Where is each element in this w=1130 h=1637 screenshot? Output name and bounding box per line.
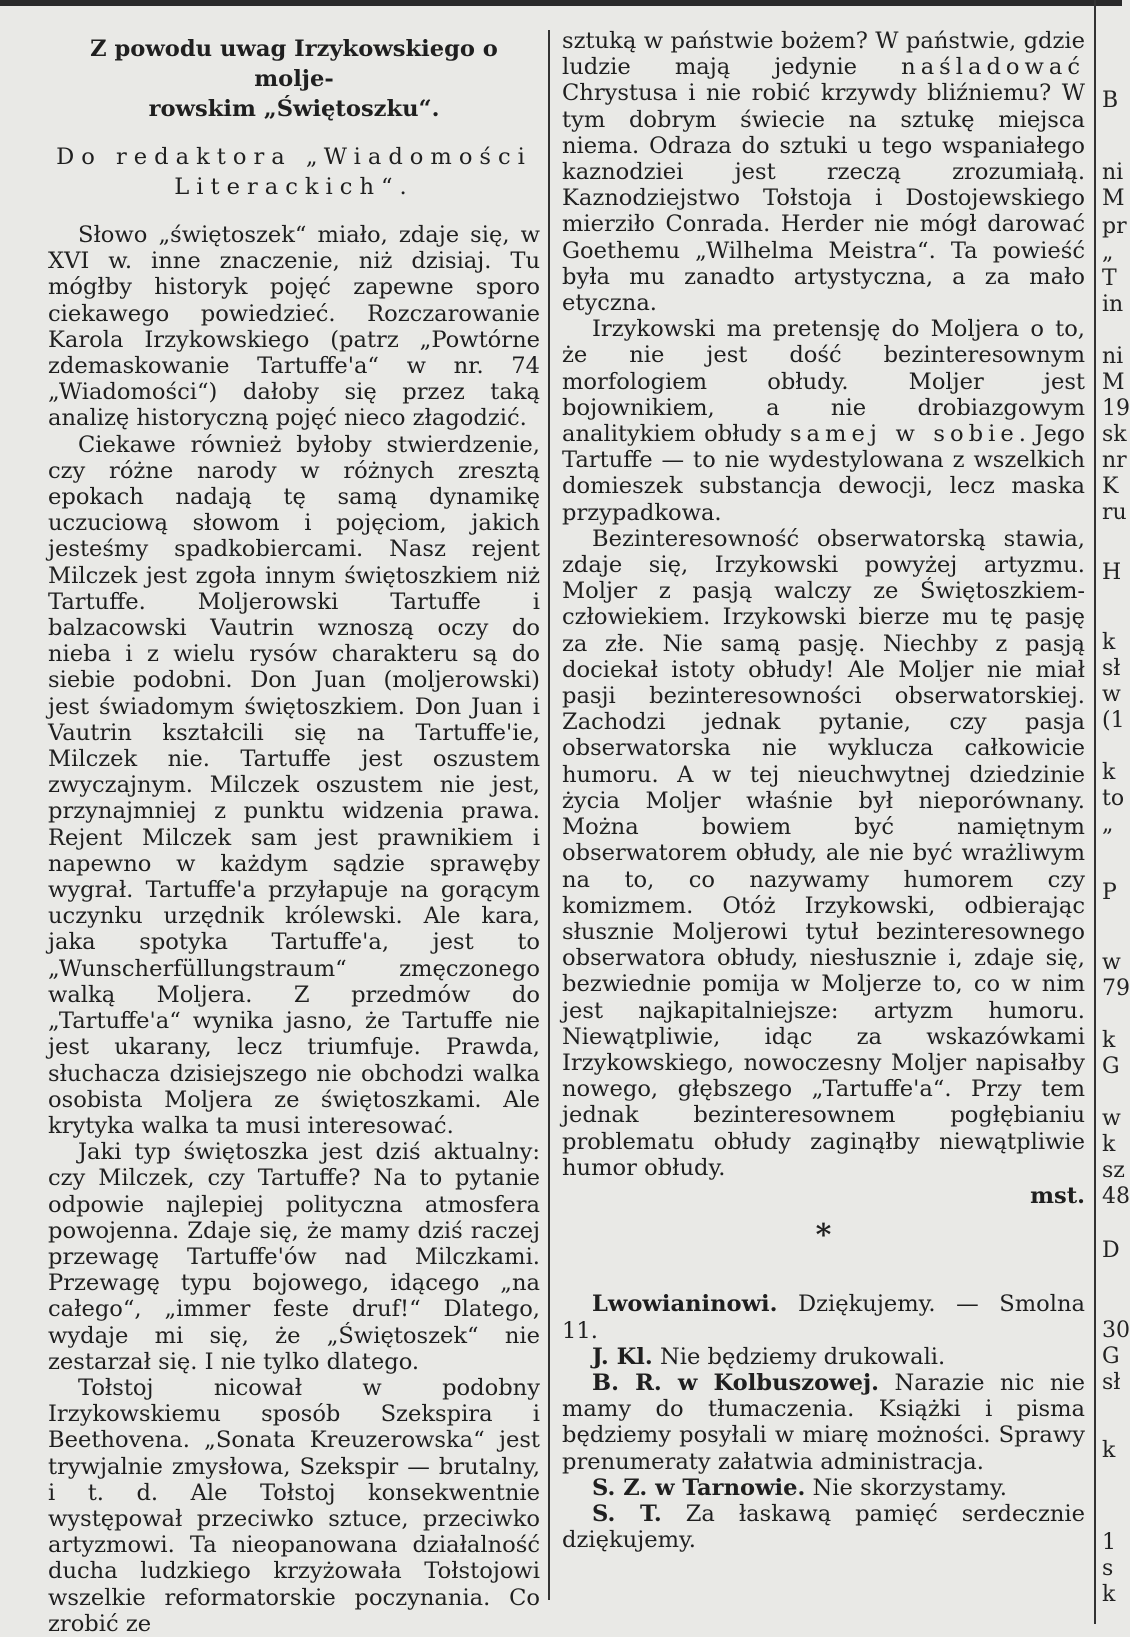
edge-fragment: G [1102,1054,1120,1079]
reply-name: B. R. w Kolbuszowej. [592,1369,880,1396]
edge-fragment: in [1102,292,1124,317]
reply-entry [562,1501,1085,1553]
edge-fragment: pr [1102,214,1127,239]
adjacent-column-fragment [1102,0,1130,1624]
reply-text: Nie będziemy drukowali. [652,1343,946,1370]
edge-fragment: w [1102,682,1121,707]
paragraph-text: . Jego Tartuffe — to nie wydestylowana z wszelkich domieszek substancja dewocji, lecz maska przypadkowa. [562,421,1085,526]
edge-fragment: „ [1102,812,1114,837]
reply-name: J. Kl. [592,1343,653,1370]
edge-fragment: sz [1102,1158,1125,1183]
reply-name: S. Z. w Tarnowie. [592,1474,806,1501]
edge-fragment: H [1102,560,1122,585]
reply-name: Lwowianinowi. [592,1291,778,1318]
paragraph: Bezinteresowność obserwatorską stawia, zdaje się, Irzykowski powyżej artyzmu. Moljer z pasją walczy ze Świętoszkiem-człowiekiem. Irzykowski bierze mu tę pasję za złe. Nie samą pasję. Niechby z pasją dociekał istoty obłudy! Ale Moljer nie miał pasji bezinteresowności obserwatorskiej. Zachodzi jednak pytanie, czy pasja obserwatorska nie wyklucza całkowicie humoru. A w tej nieuchwytnej dziedzinie życia Moljer właśnie był nieporównany. Można bowiem być namiętnym obserwatorem obłudy, ale nie być wrażliwym na to, co nazywamy humorem czy komizmem. Otóż Irzykowski, odbierając słusznie Moljerowi tytuł bezinteresownego obserwatora obłudy, niesłusznie i, zdaje się, bezwiednie pomija w Moljerze to, co w nim jest najkapitalniejsze: artyzm humoru. Niewątpliwie, idąc za wskazówkami Irzykowskiego, nowoczesny Moljer napisałby nowego, głębszego „Tartuffe'a“. Przy tem jednak bezinteresownem pogłębianiu problematu obłudy zaginąłby niewątpliwie humor obłudy. [562,525,1085,1181]
reply-entry [562,1370,1085,1475]
edge-fragment: 19 [1102,396,1130,421]
letter-heading [48,34,540,124]
edge-fragment: k [1102,1438,1116,1463]
edge-fragment: s [1102,1556,1114,1581]
edge-fragment: ni [1102,344,1124,369]
edge-fragment: M [1102,370,1125,395]
reply-text: Narazie nic nie mamy do tłumaczenia. Książki i pisma będziemy posyłali w miarę możności. Sprawy prenumeraty załatwia administracja. [562,1369,1086,1475]
right-column-divider [1094,0,1096,1624]
paragraph-text: Chrystusa i nie robić krzywdy bliźniemu? W tym dobrym świecie na sztukę miejsca niema. Odraza do sztuki u tego wspaniałego kaznodziei jest rzeczą zrozumiałą. Kaznodziejstwo Tołstoja i Dostojewskiego mierziło Conrada. Herder nie mógł darować Goethemu „Wilhelma Meistra“. Ta powieść była mu zanadto artystyczna, a za mało etyczna. [562,80,1085,317]
edge-fragment: to [1102,786,1125,811]
letter-column-left [48,28,540,1637]
letter-column-right [562,28,1085,1553]
reply-entry [562,1291,1085,1343]
edge-fragment: sł [1102,1370,1121,1395]
signature: mst. [1030,1182,1085,1209]
edge-fragment: K [1102,474,1119,499]
edge-fragment: w [1102,950,1121,975]
reply-name: S. T. [592,1500,662,1527]
edge-fragment: ni [1102,160,1124,185]
paragraph: Słowo „świętoszek“ miało, zdaje się, w XVI w. inne znaczenie, niż dzisiaj. Tu mógłby historyk pojęć zapewne sporo ciekawego powiedzieć. Rozczarowanie Karola Irzykowskiego (patrz „Powtórne zdemaskowanie Tartuffe'a“ w nr. 74 „Wiadomości“) dałoby się przez taką analizę historyczną pojęć nieco złagodzić. [48,222,540,432]
edge-fragment: 30 [1102,1318,1130,1343]
edge-fragment: B [1102,88,1119,113]
edge-fragment: nr [1102,448,1127,473]
edge-fragment: 1 [1102,1530,1116,1555]
edge-fragment: T [1102,266,1117,291]
edge-fragment: D [1102,1238,1120,1263]
reply-entry [562,1344,1085,1370]
edge-fragment: k [1102,1028,1116,1053]
edge-fragment: ru [1102,500,1127,525]
paragraph [562,316,1085,526]
edge-fragment: 48 [1102,1184,1130,1209]
salutation [48,142,540,202]
letter-heading-line: Z powodu uwag Irzykowskiego o molje- [90,36,498,92]
top-border [0,0,1122,6]
reply-entry [562,1475,1085,1501]
paragraph [562,28,1085,316]
edge-fragment: „ [1102,240,1114,265]
paragraph-text: sztuką w państwie bożem? W państwie, gdzie ludzie mają jedynie [562,28,1085,81]
salutation-line: Literackich“. [174,174,414,200]
paragraph-text: Irzykowski ma pretensję do Moljera o to, że nie jest dość bezinteresownym morfologiem obłudy. Moljer jest bojownikiem, a nie drobiazgowym analitykiem obłudy [562,316,1085,448]
edge-fragment: k [1102,630,1116,655]
edge-fragment: k [1102,760,1116,785]
edge-fragment: (1 [1102,708,1125,733]
reply-text: Za łaskawą pamięć serdecznie dziękujemy. [562,1500,1086,1554]
reply-text: Dziękujemy. — Smolna 11. [562,1291,1085,1344]
edge-fragment: sk [1102,422,1127,447]
letter-heading-line: rowskim „Świętoszku“. [148,96,440,122]
edge-fragment: k [1102,1132,1116,1157]
edge-fragment: 79 [1102,976,1130,1001]
edge-fragment: M [1102,186,1125,211]
reply-text: Nie skorzystamy. [805,1474,1007,1501]
edge-fragment: P [1102,880,1117,905]
paragraph: Tołstoj nicował w podobny Irzykowskiemu sposób Szekspira i Beethovena. „Sonata Kreuzerowska“ jest trywjalnie zmysłowa, Szekspir — brutalny, i t. d. Ale Tołstoj konsekwentnie występował przeciwko sztuce, przeciwko artyzmowi. Ta nieopanowana działalność ducha ludzkiego krzyżowała Tołstojowi wszelkie reformatorskie poczynania. Co zrobić ze [48,1374,540,1637]
edge-fragment: G [1102,1344,1120,1369]
column-divider [548,30,550,1600]
paragraph: Jaki typ świętoszka jest dziś aktualny: czy Milczek, czy Tartuffe? Na to pytanie odpowie najlepiej polityczna atmosfera powojenna. Zdaje się, że mamy dziś raczej przewagę Tartuffe'ów nad Milczkami. Przewagę typu bojowego, idącego „na całego“, „immer feste druf!“ Dlatego, wydaje mi się, że „Świętoszek“ nie zestarzał się. I nie tylko dlatego. [48,1139,540,1375]
salutation-line: Do redaktora „Wiadomości [56,144,532,170]
edge-fragment: sł [1102,656,1121,681]
spaced-emphasis: samej w sobie [789,421,1019,448]
section-separator: * [815,1218,832,1254]
edge-fragment: k [1102,1582,1116,1607]
edge-fragment: w [1102,1106,1121,1131]
spaced-emphasis: naśladować [901,54,1085,81]
paragraph: Ciekawe również byłoby stwierdzenie, czy różne narody w różnych zresztą epokach nadają tę samą dynamikę uczuciową słowom i pojęciom, jakich jesteśmy spadkobiercami. Nasz rejent Milczek jest zgoła innym świętoszkiem niż Tartuffe. Moljerowski Tartuffe i balzacowski Vautrin wznoszą oczy do nieba i z wielu rysów charakteru są do siebie podobni. Don Juan (moljerowski) jest świadomym świętoszkiem. Don Juan i Vautrin kształcili się na Tartuffe'ie, Milczek nie. Tartuffe jest oszustem zwyczajnym. Milczek oszustem nie jest, przynajmniej z punktu widzenia prawa. Rejent Milczek sam jest prawnikiem i napewno w każdym sądzie sprawęby wygrał. Tartuffe'a przyłapuje na gorącym uczynku urzędnik królewski. Ale kara, jaka spotyka Tartuffe'a, jest to „Wunscherfüllungstraum“ zmęczonego walką Moljera. Z przedmów do „Tartuffe'a“ wynika jasno, że Tartuffe nie jest ukarany, lecz triumfuje. Prawda, słuchacza dzisiejszego nie obchodzi walka osobista Moljera ze świętoszkami. Ale krytyka walka ta musi interesować. [48,431,540,1139]
